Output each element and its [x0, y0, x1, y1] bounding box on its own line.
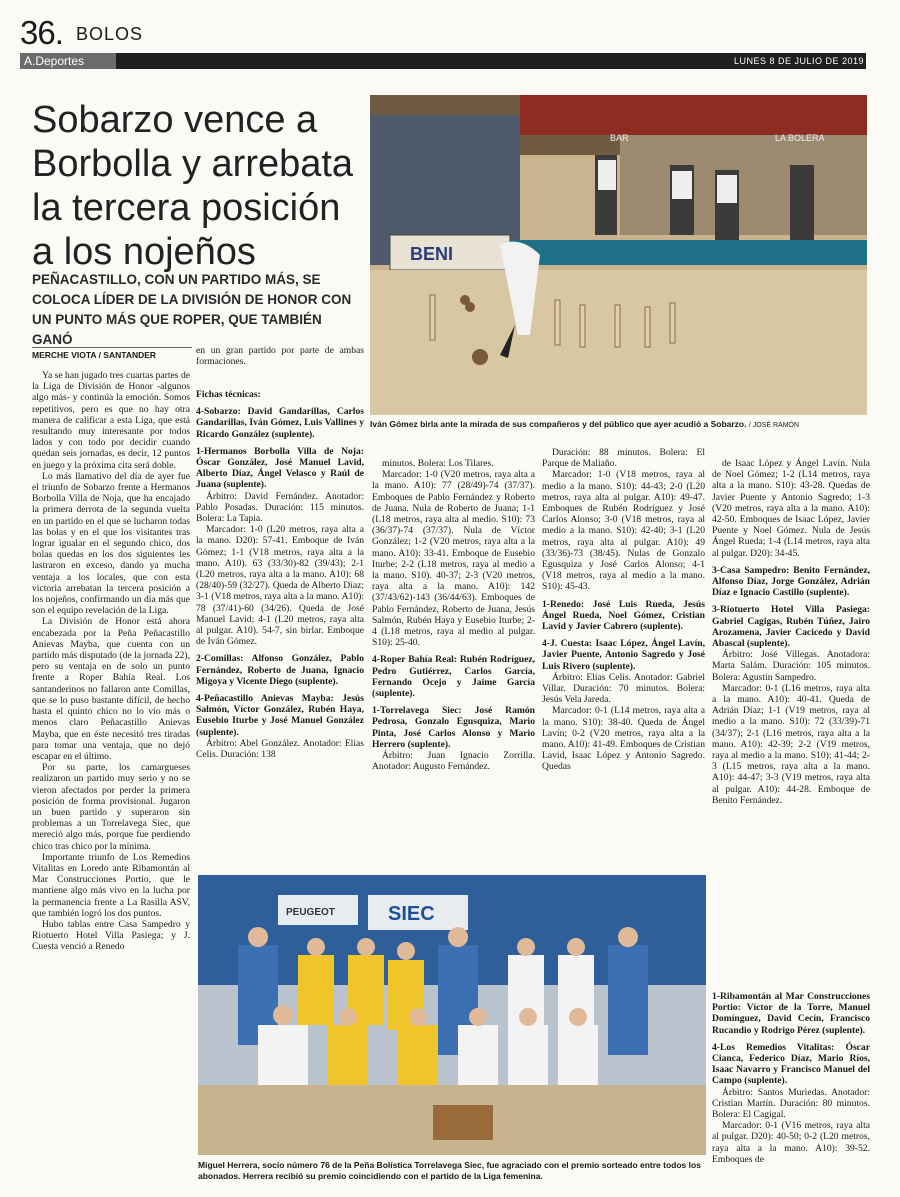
photo-sign-banner: BENI	[410, 244, 454, 264]
ficha-line	[712, 649, 870, 683]
team-name: Fichas técnicas:	[196, 389, 261, 400]
team-name: 4-Sobarzo:	[196, 406, 241, 418]
ficha-line	[712, 458, 870, 559]
page-number: 36.	[20, 14, 63, 51]
team-name: 3-Casa Sampedro:	[712, 564, 790, 576]
ficha-line	[712, 1087, 870, 1121]
photo-sign-siec: SIEC	[388, 903, 435, 925]
ficha-text: Gabriel Cagigas, Rubén Túñez, Jairo Arozamena, Javier Cacicedo y David Abascal (suplente).	[712, 615, 870, 650]
team-name: 1-Renedo:	[542, 598, 585, 610]
byline-rule	[32, 347, 192, 348]
photo-sign-bar: BAR	[610, 133, 629, 143]
ficha-text: de Isaac López y Ángel Lavín. Nula de Noel Gómez; 1-2 (L14 metros, raya alta a la mano. S10): 43-28. Quedas de Javier Puente y Antonio Sagredo; 1-3 (V20 metros, raya alta a la mano. A10): 42-50. Emboques de Isaac López, Javier Puente y Noel Gómez. Nula de Jesús Ángel Rueda; 1-4 (L14 metros, raya alta al pulgar. D20): 34-45.	[712, 458, 870, 559]
ficha-line	[712, 683, 870, 806]
ficha-text: Árbitro: José Villegas. Anotadora: Marta Salám. Duración: 105 minutos. Bolera: Agustín Sampedro.	[712, 649, 870, 683]
article-col2-top	[196, 345, 364, 367]
team-line	[542, 599, 705, 633]
issue-date: LUNES 8 DE JULIO DE 2019	[733, 56, 864, 66]
ficha-text: José Ramón Pedrosa, Gonzalo Egusquiza, Mario Pinta, José Carlos Alonso y Mario Herrero (suplente).	[372, 705, 535, 750]
team-line	[712, 565, 870, 599]
ficha-text: Rubén Rodríguez, Pedro Gutiérrez, Carlos García, Fernando Ocejo y Jaime García (suplente).	[372, 654, 535, 700]
photo1-credit: / JOSÉ RAMÓN	[748, 422, 800, 429]
ficha-line	[542, 672, 705, 706]
photo-bowling-game	[370, 95, 867, 415]
team-name: 4-J. Cuesta:	[542, 638, 593, 650]
headline: Sobarzo vence a Borbolla y arrebata la tercera posición a los nojeños	[32, 99, 354, 273]
ficha-text: Marcador: 1-0 (V20 metros, raya alta a la mano. A10): 77 (28/49)-74 (37/37). Emboques de Pablo Fernández y Roberto de Juana. Nula de Roberto de Juana; 1-1 (L18 metros, raya alta al medio. S10): 73 (36/37)-74 (37/37). Nula de Víctor González; 1-2 (V20 metros, raya alta a la mano. A10): 33-41. Emboque de Eusebio Iturbe; 2-2 (L18 metros, raya al medio a la mano. S10). 40-37; 2-3 (V20 metros, raya alta a la mano. A10): 142 (37/43/62)-143 (36/44/63). Emboques de Pablo Fernández, Roberto de Juana, Jesús Salmón, Rubén Haya y Eusebio Iturbe; 2-4 (L18 metros, raya al medio al pulgar. S10): 25-40.	[372, 469, 535, 649]
team-line	[372, 654, 535, 699]
section-title: BOLOS	[76, 24, 144, 44]
team-line	[542, 638, 705, 672]
team-name: 4-Roper Bahía Real:	[372, 654, 457, 666]
ficha-text: Óscar Cianca, Federico Díaz, Mario Ríos, Isaac Navarro y Francisco Manuel del Campo (suplente).	[712, 1041, 870, 1087]
team-line	[712, 604, 870, 649]
fichas-tecnicas-col5	[712, 458, 870, 806]
ficha-text: Isaac López, Ángel Lavín, Javier Puente, Antonio Sagredo y José Luis Rivero (suplente).	[542, 638, 705, 672]
ficha-text: Marcador: 0-1 (L16 metros, raya alta a la mano. A10): 40-41. Queda de Adrián Díaz; 1-1 (V19 metros, raya al medio a la mano. S10): 72 (33/39)-71 (34/37); 2-1 (L16 metros, raya alta a la mano. A10): 42-39; 2-2 (V19 metros, raya al medio a la mano. S10): 41-44; 2-3 (L15 metros, raya alta a la mano. A10): 44-47; 3-3 (V19 metros, raya alta al pulgar. A10): 44-28. Emboque de Benito Fernández.	[712, 682, 870, 806]
fichas-tecnicas-col3	[372, 458, 535, 772]
article-body-col1	[32, 370, 190, 953]
team-name: 3-Riotuerto Hotel Villa Pasiega:	[712, 604, 870, 616]
ficha-text: Jesús Salmón, Víctor González, Rubén Haya, Eusebio Iturbe y José Manuel González (suplente).	[196, 693, 364, 738]
ficha-line	[196, 738, 364, 760]
paragraph: Lo más llamativo del día de ayer fue el triunfo de Sobarzo frente a Hermanos Borbolla Villa de Noja, que ha encajado la primera derrota de la segunda vuelta en un partido en el que se lucharon todas las bolas y en el que los visitantes tras lograr igualar en el segundo chico, dos bolas quedas en los dos siguientes les lastraron en exceso, dando ya mucha ventaja a los locales, que con esta victoria arrebatan la tercera posición a los nojeños, confirmando un día más que son el equipo revelación de la Liga.	[32, 470, 190, 617]
ficha-text: Marcador: 1-0 (V18 metros, raya al medio a la mano. S10): 44-43; 2-0 (L20 metros, raya alta al pulgar. A10): 49-47. Emboques de Rubén Rodríguez y José Carlos Alonso; 3-0 (V18 metros, raya al medio a la mano. S10): 42-40; 3-1 (L20 metros, raya alta al pulgar. A10): 49 (33/36)-73 (38/45). Nulas de Gonzalo Egusquiza y José Carlos Alonso; 4-1 (V18 metros, raya al medio a la mano. S10): 45-43.	[542, 469, 705, 593]
photo-sign-bolera: LA BOLERA	[775, 133, 825, 143]
section-tag: A.Deportes	[24, 54, 85, 68]
paragraph: Ya se han jugado tres cuartas partes de la Liga de División de Honor -algunos algo más- y continúa la emoción. Somos repetitivos, pero es que no hay otra manera de calificar a esta Liga, que está resultando muy interesante por todos lados y con todo por decidir cuando quedan seis jornadas, es decir, 12 puntos en juego y la próxima cita será doble.	[32, 370, 190, 471]
ficha-text: Árbitro: Santos Muriedas. Anotador: Cristian Martín. Duración: 80 minutos. Bolera: El Cagigal.	[712, 1086, 870, 1121]
team-line	[372, 705, 535, 750]
team-line	[196, 406, 364, 440]
team-line	[196, 693, 364, 738]
paragraph: Importante triunfo de Los Remedios Vitalitas en Loredo ante Ribamontán al Mar Construcciones Portio, que le mantiene algo más vivo en la lucha por la permanencia frente a La Rasilla ASV, que también logró los dos puntos.	[32, 851, 190, 919]
team-name: 1-Ribamontán al Mar Construcciones Portio:	[712, 991, 870, 1014]
ficha-line	[712, 1120, 870, 1165]
team-name: 1-Torrelavega Siec:	[372, 705, 462, 717]
photo2-caption: Miguel Herrera, socio número 76 de la Peña Bolística Torrelavega Siec, fue agraciado con el premio sorteado entre todos los abonados. Herrera recibió su premio coincidiendo con el partido de la Liga femenina.	[198, 1160, 701, 1181]
ficha-text: Marcador: 1-0 (L20 metros, raya alta a la mano. D20): 57-41. Emboque de Iván Gómez; 1-1 (V18 metros, raya alta a la mano. A10). 63 (33/30)-82 (39/43); 2-1 (L20 metros, raya alta a la mano. A10): 68 (28/40)-59 (32/27). Queda de Alberto Díaz; 3-1 (V18 metros, raya alta a la mano. A10): 78 (37/41)-60 (34/26). Queda de José Manuel Lavid; 4-1 (L20 metros, raya alta al pulgar. A10). 54-7, sin birlar. Emboque de Iván Gómez.	[196, 524, 364, 648]
team-line	[196, 653, 364, 687]
ficha-text: Marcador: 0-1 (L14 metros, raya alta a la mano. S10): 38-40. Queda de Ángel Lavín; 0-2 (V20 metros, raya alta a la mano. A10): 41-49. Emboques de Cristian Lavid, Isaac López y Antonio Sagredo. Quedas	[542, 705, 705, 773]
photo1-caption	[370, 419, 870, 429]
ficha-line	[372, 750, 535, 772]
ficha-line	[196, 524, 364, 647]
team-line	[196, 446, 364, 491]
ficha-text: minutos. Bolera: Los Tilares.	[382, 458, 494, 469]
paragraph: Hubo tablas entre Casa Sampedro y Riotuerto Hotel Villa Pasiega; y J. Cuesta venció a Renedo	[32, 918, 190, 953]
paragraph: en un gran partido por parte de ambas formaciones.	[196, 345, 364, 368]
ficha-line	[542, 705, 705, 772]
ficha-text: Árbitro: Abel González. Anotador: Elías Celis. Duración: 138	[196, 737, 364, 761]
ficha-text: Víctor de la Torre, Manuel Domínguez, David Cecín, Francisco Rucandio y Rodrigo Pérez (suplente).	[712, 1002, 870, 1036]
team-name: 4-Peñacastillo Anievas Mayba:	[196, 693, 334, 705]
team-line	[196, 389, 364, 400]
ficha-line	[542, 447, 705, 469]
team-name: 1-Hermanos Borbolla Villa de Noja:	[196, 445, 364, 457]
team-line	[712, 991, 870, 1036]
team-name: 2-Comillas:	[196, 653, 244, 665]
photo-bowling-game-illustration	[370, 95, 867, 415]
ficha-line	[372, 458, 535, 469]
team-line	[712, 1042, 870, 1087]
photo-team-award-illustration	[198, 875, 706, 1155]
ficha-text: Árbitro: Juan Ignacio Zorrilla. Anotador: Augusto Fernández.	[372, 750, 535, 773]
ficha-text: Óscar González, José Manuel Lavid, Alberto Díaz, Ángel Velasco y Raúl de Juana (suplente).	[196, 457, 364, 491]
photo-sign-peugeot: PEUGEOT	[286, 907, 335, 918]
ficha-text: Árbitro: Elías Celis. Anotador: Gabriel Villar. Duración: 70 minutos. Bolera: Jesús Vela Jareda.	[542, 671, 705, 706]
paragraph: Por su parte, los camargueses realizaron un partido muy serio y no se vieron afectados por perder la primera posición de forma provisional. Jugaron un buen partido y superaron sin problemas a un Torrelavega Siec, que mereció algo más, porque fue perdiendo chico tras chico por la mínima.	[32, 762, 190, 852]
team-name: 4-Los Remedios Vitalitas:	[712, 1041, 835, 1053]
ficha-line	[372, 469, 535, 648]
fichas-tecnicas-col5b	[712, 985, 870, 1165]
paragraph: La División de Honor está ahora encabezada por la Peña Peñacastillo Anievas Mayba, que cuenta con un partido más disputado (de la jornada 22), pero su ventaja en de solo un punto frente a Roper Bahía Real. Los santanderinos no fallaron ante Comillas, que se lo puso bastante difícil, de hecho hasta el quinto chico no lo vio más o menos claro Peñacastillo Anievas Mayba, que en éste necesitó tres tiradas para tomar una ventaja, que no dejó escapar en el último.	[32, 616, 190, 762]
ficha-text: Marcador: 0-1 (V16 metros, raya alta al pulgar. D20): 40-50; 0-2 (L20 metros, raya alta a la mano. A10): 39-52. Emboques de	[712, 1120, 870, 1165]
ficha-text: Duración: 88 minutos. Bolera: El Parque de Maliaño.	[542, 447, 705, 470]
subheadline: PEÑACASTILLO, CON UN PARTIDO MÁS, SE COLOCA LÍDER DE LA DIVISIÓN DE HONOR CON UN PUNTO MÁS QUE ROPER, QUE TAMBIÉN GANÓ	[32, 272, 352, 347]
photo1-caption-text: Iván Gómez birla ante la mirada de sus compañeros y del público que ayer acudió a Sobarzo.	[370, 419, 747, 429]
photo-team-award	[198, 875, 706, 1155]
ficha-text: David Gandarillas, Carlos Gandarillas, Iván Gómez, Luis Vallines y Ricardo González (suplente).	[196, 406, 364, 440]
ficha-line	[542, 469, 705, 592]
byline: MERCHE VIOTA / SANTANDER	[32, 350, 157, 360]
ficha-text: Benito Fernández, Alfonso Díaz, Jorge González, Adrián Díaz e Ignacio Castillo (suplente).	[712, 564, 871, 599]
ficha-text: Alfonso González, Pablo Fernández, Roberto de Juana, Ignacio Migoya y Vicente Diego (suplente).	[196, 653, 364, 687]
ficha-line	[196, 491, 364, 525]
fichas-tecnicas-col2	[196, 383, 364, 760]
ficha-text: Árbitro: David Fernández. Anotador: Pablo Posadas. Duración: 115 minutos. Bolera: La Tapia.	[196, 490, 364, 525]
fichas-tecnicas-col4	[542, 447, 705, 773]
ficha-text: José Luis Rueda, Jesús Ángel Rueda, Noel Gómez, Cristian Lavid y Javier Cabrero (suplente).	[542, 598, 705, 633]
